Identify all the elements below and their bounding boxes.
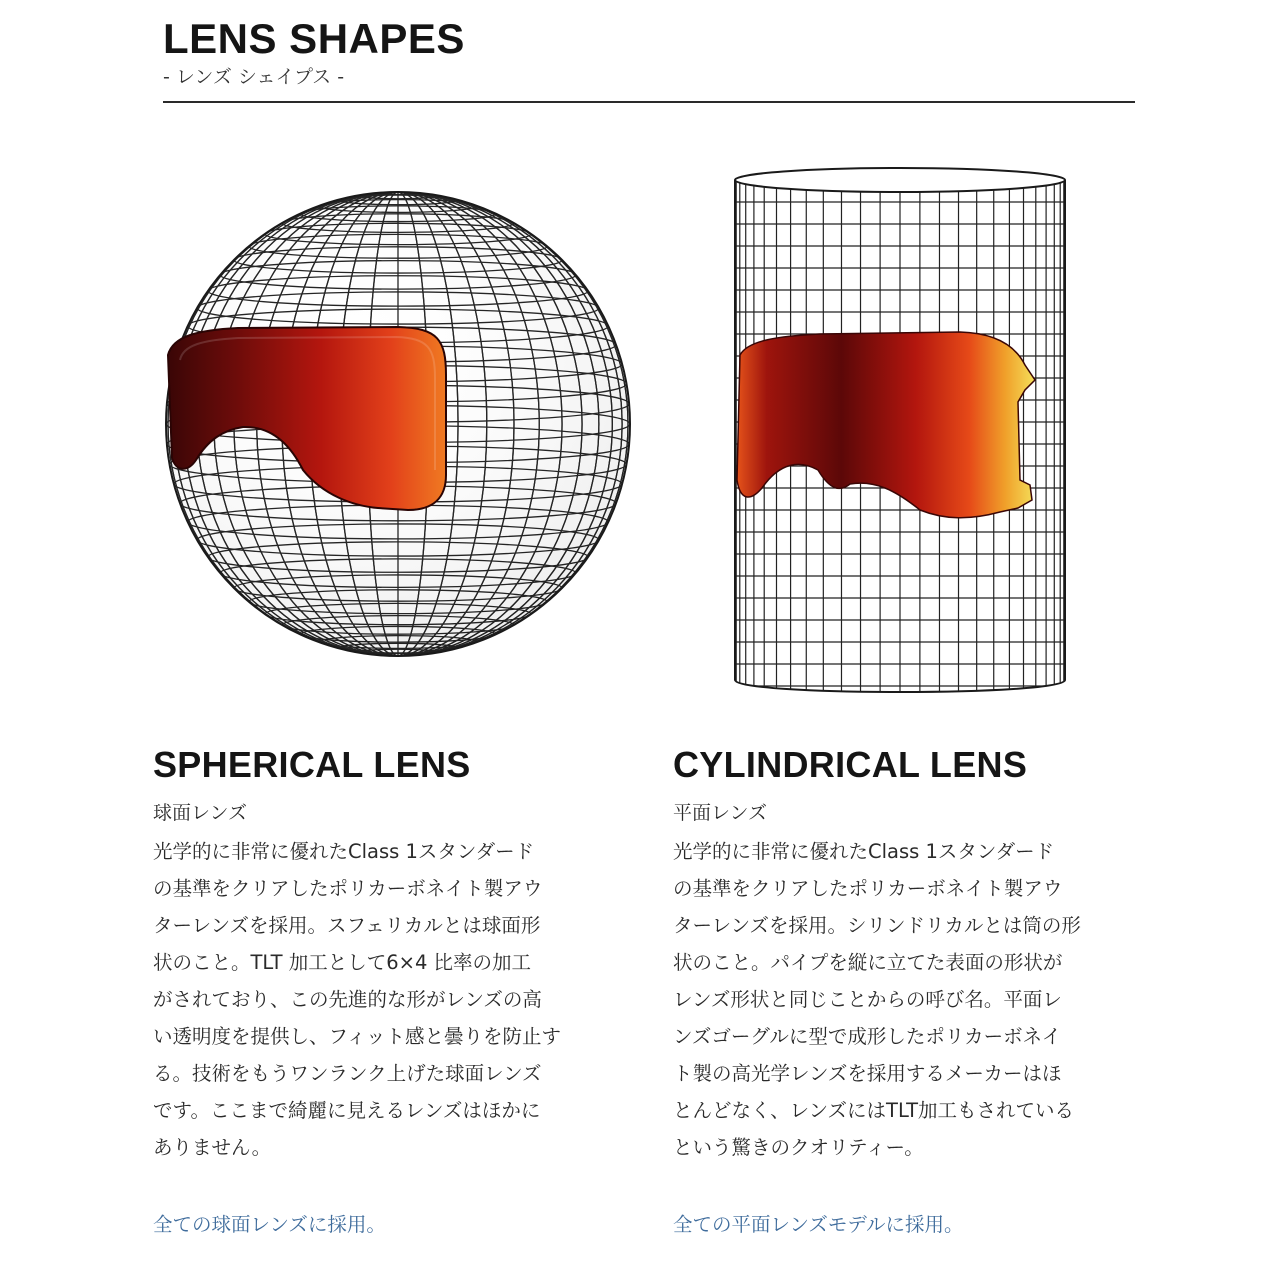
sphere-grid-graphic	[128, 140, 638, 715]
description-line: 光学的に非常に優れたClass 1スタンダード	[673, 840, 1055, 863]
spherical-lens-section	[153, 742, 623, 1166]
cylindrical-lens-shape	[737, 332, 1035, 518]
description-line: ンズゴーグルに型で成形したポリカーボネイ	[673, 1025, 1062, 1048]
description-line: の基準をクリアしたポリカーボネイト製アウ	[673, 877, 1063, 900]
description-line: です。ここまで綺麗に見えるレンズはほかに	[153, 1099, 541, 1122]
description-line: ターレンズを採用。シリンドリカルとは筒の形	[673, 914, 1081, 937]
description-line: 光学的に非常に優れたClass 1スタンダード	[153, 840, 535, 863]
description-line: がされており、この先進的な形がレンズの高	[153, 988, 542, 1011]
cylindrical-lens-subtitle: 平面レンズ	[673, 802, 767, 824]
spherical-lens-subtitle: 球面レンズ	[153, 802, 247, 824]
description-line: 状のこと。パイプを縦に立てた表面の形状が	[673, 951, 1063, 974]
description-line: る。技術をもうワンランク上げた球面レンズ	[153, 1062, 542, 1085]
spherical-lens-title: SPHERICAL LENS	[153, 744, 471, 785]
description-line: ターレンズを採用。スフェリカルとは球面形	[153, 914, 541, 937]
cylindrical-lens-note: 全ての平面レンズモデルに採用。	[673, 1213, 964, 1236]
description-line: レンズ形状と同じことからの呼び名。平面レ	[673, 988, 1062, 1011]
description-line: い透明度を提供し、フィット感と曇りを防止す	[153, 1025, 561, 1048]
description-line: ありません。	[153, 1136, 272, 1159]
description-line: という驚きのクオリティー。	[673, 1136, 924, 1159]
description-line: の基準をクリアしたポリカーボネイト製アウ	[153, 877, 543, 900]
page-title: LENS SHAPES	[163, 15, 465, 62]
cylindrical-lens-title: CYLINDRICAL LENS	[673, 744, 1028, 785]
header-divider	[163, 101, 1135, 103]
description-line: とんどなく、レンズにはTLT加工もされている	[673, 1099, 1075, 1122]
spherical-lens-note: 全ての球面レンズに採用。	[153, 1213, 386, 1236]
description-line: ト製の高光学レンズを採用するメーカーはほ	[673, 1062, 1062, 1085]
page-subtitle: - レンズ シェイプス -	[163, 66, 345, 88]
spherical-lens-illustration	[128, 140, 638, 715]
description-line: 状のこと。TLT 加工として6×4 比率の加工	[153, 951, 532, 974]
cylindrical-lens-section	[673, 742, 1143, 1166]
cylindrical-lens-illustration	[700, 140, 1140, 720]
cylinder-grid-graphic	[700, 140, 1140, 720]
spherical-lens-description	[153, 833, 623, 1166]
header	[163, 14, 1135, 90]
cylindrical-lens-description	[673, 833, 1143, 1166]
